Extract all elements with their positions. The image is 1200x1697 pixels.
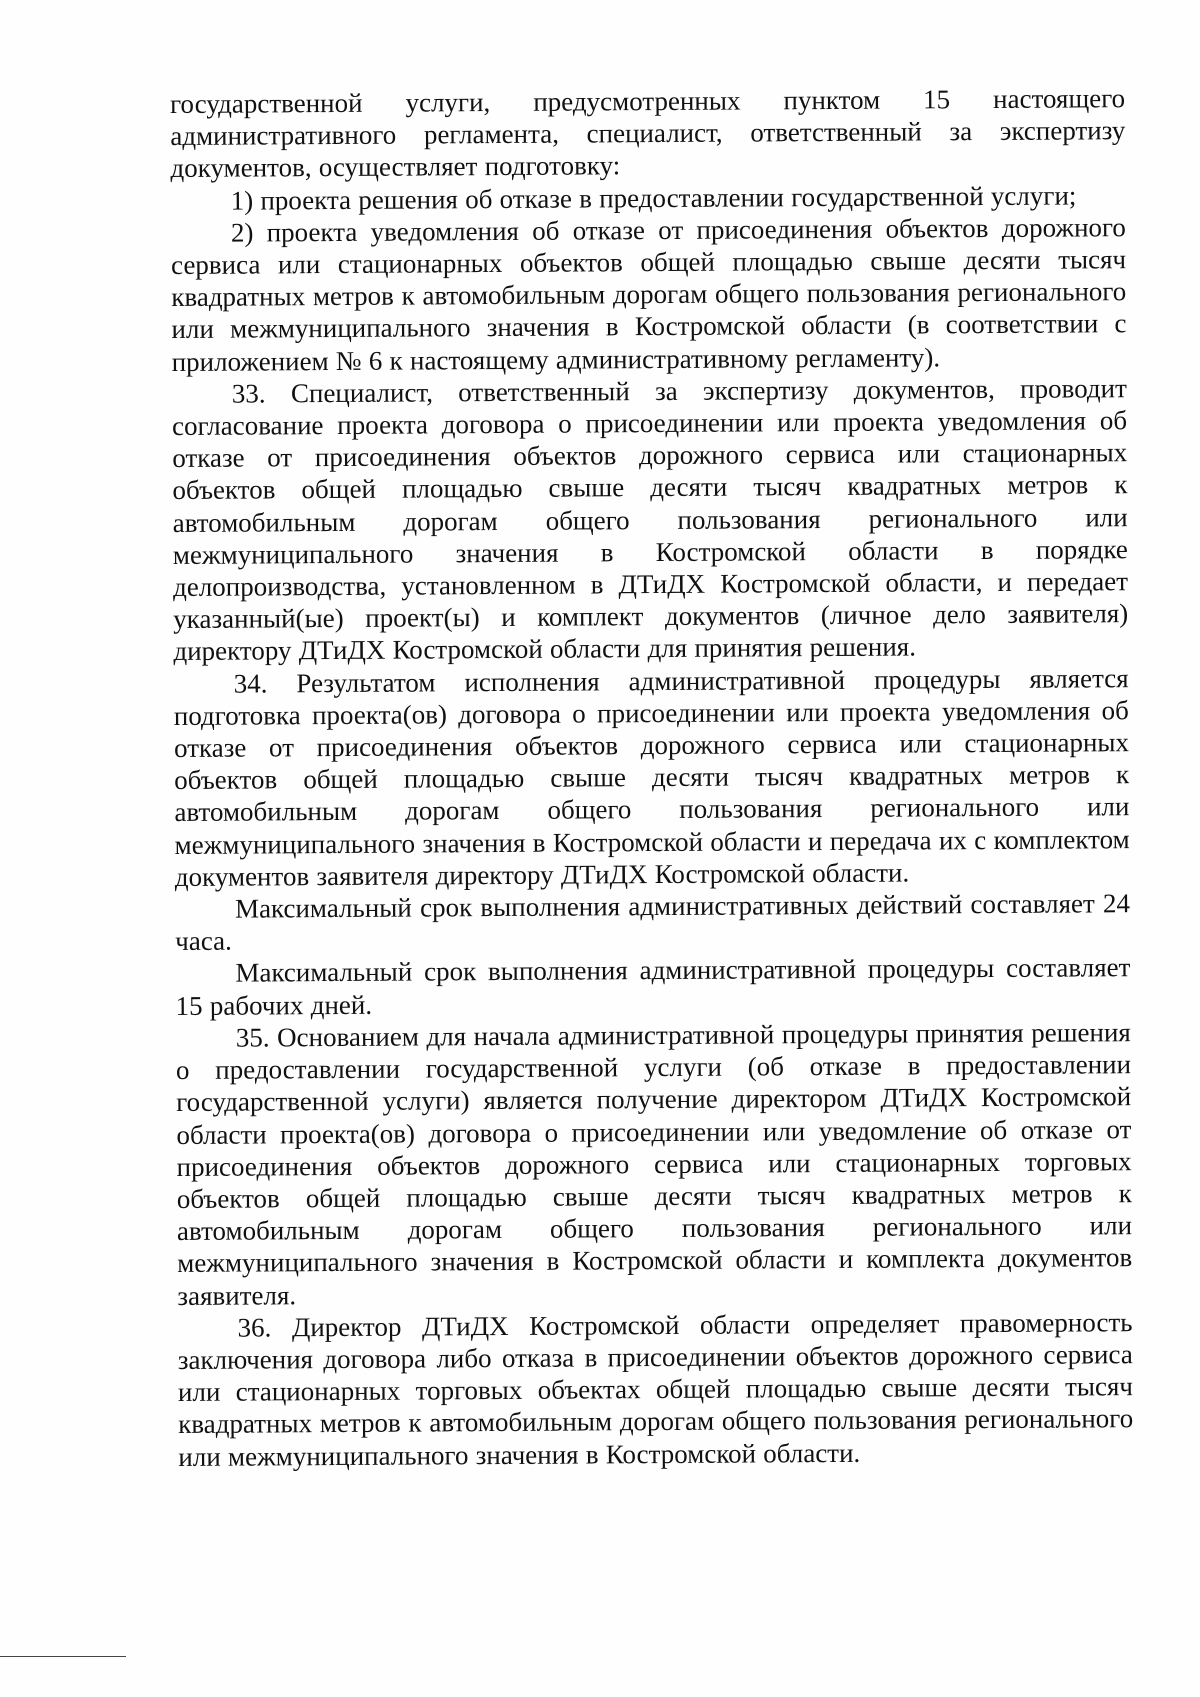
paragraph-34-max-actions: Максимальный срок выполнения административных действий составляет 24 часа. (175, 888, 1131, 957)
paragraph-item-2: 2) проекта уведомления об отказе от присоединения объектов дорожного сервиса или стационарных объектов общей площадью свыше десяти тысяч квадратных метров к автомобильным дорогам общего пользования регионального или межмуниципального значения в Костромской области (в соответствии с приложением № 6 к настоящему административному регламенту). (170, 211, 1127, 377)
paragraph-33: 33. Специалист, ответственный за экспертизу документов, проводит согласование проекта договора о присоединении или проекта уведомления об отказе от присоединения объектов дорожного сервиса или стационарных объектов общей площадью свыше десяти тысяч квадратных метров к автомобильным дорогам общего пользования регионального или межмуниципального значения в Костромской области в порядке делопроизводства, установленном в ДТиДХ Костромской области, и передает указанный(ые) проект(ы) и комплект документов (личное дело заявителя) директору ДТиДХ Костромской области для принятия решения. (171, 372, 1129, 667)
paragraph-34-max-procedure: Максимальный срок выполнения административной процедуры составляет 15 рабочих дней. (175, 952, 1131, 1021)
document-body (170, 82, 1133, 1473)
paragraph-35: 35. Основанием для начала административной процедуры принятия решения о предоставлении государственной услуги (об отказе в предоставлении государственной услуги) является получение директором ДТиДХ Костромской области проекта(ов) договора о присоединении или уведомление об отказе от присоединения объектов дорожного сервиса или стационарных торговых объектов общей площадью свыше десяти тысяч квадратных метров к автомобильным дорогам общего пользования регионального или межмуниципального значения в Костромской области и комплекта документов заявителя. (175, 1017, 1133, 1311)
paragraph-34: 34. Результатом исполнения административной процедуры является подготовка проекта(ов) договора о присоединении или проекта уведомления об отказе от присоединения объектов дорожного сервиса или стационарных объектов общей площадью свыше десяти тысяч квадратных метров к автомобильным дорогам общего пользования регионального или межмуниципального значения в Костромской области и передача их с комплектом документов заявителя директору ДТиДХ Костромской области. (173, 662, 1130, 892)
paragraph-continuation: государственной услуги, предусмотренных пунктом 15 настоящего административного регламента, специалист, ответственный за экспертизу документов, осуществляет подготовку: (170, 83, 1126, 184)
paragraph-36: 36. Директор ДТиДХ Костромской области определяет правомерность заключения договора либо отказа в присоединении объектов дорожного сервиса или стационарных торговых объектах общей площадью свыше десяти тысяч квадратных метров к автомобильным дорогам общего пользования регионального или межмуниципального значения в Костромской области. (177, 1306, 1134, 1472)
paragraph-item-1: 1) проекта решения об отказе в предоставлении государственной услуги; (230, 180, 1077, 216)
footnote-separator-line (0, 1656, 126, 1657)
